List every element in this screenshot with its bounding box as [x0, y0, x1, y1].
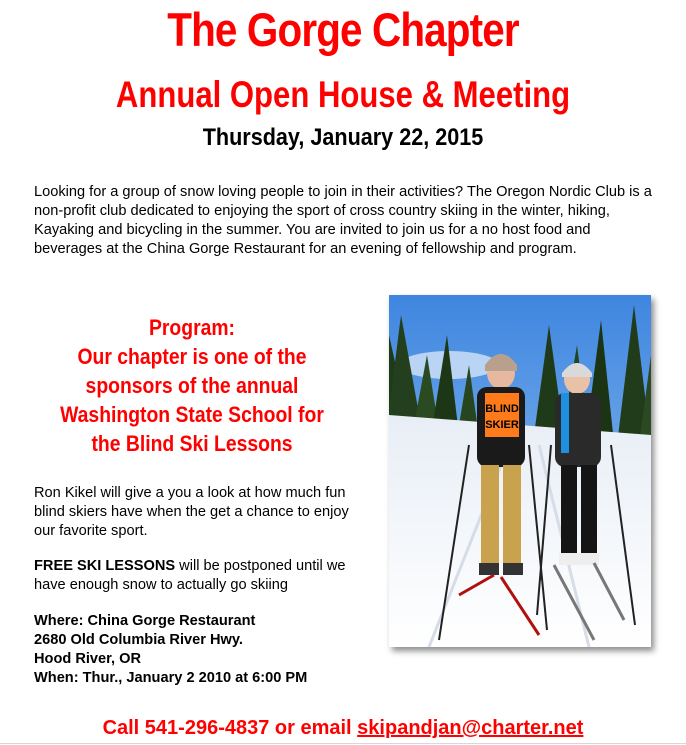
program-description: Ron Kikel will give a you a look at how much fun blind skiers have when the get a chance to enjoy our favorite sport. [34, 485, 349, 539]
program-line: Our chapter is one of the [77, 344, 307, 369]
event-location [34, 612, 374, 688]
page-title: The Gorge Chapter [167, 3, 519, 56]
program-line: sponsors of the annual [85, 373, 299, 398]
bib-text-1: BLIND [485, 403, 519, 415]
bib-text-2: SKIER [485, 419, 519, 431]
bottom-divider [0, 743, 686, 744]
location-street: 2680 Old Columbia River Hwy. [34, 632, 243, 648]
free-lessons-text: will be postponed until we have enough snow to actually go skiing [34, 558, 346, 593]
event-date: Thursday, January 22, 2015 [202, 124, 484, 151]
free-lessons-note [34, 557, 364, 595]
event-time: When: Thur., January 2 2010 at 6:00 PM [34, 670, 308, 686]
program-line: Program: [148, 315, 236, 340]
program-line: the Blind Ski Lessons [91, 431, 293, 456]
event-subtitle: Annual Open House & Meeting [115, 74, 571, 115]
intro-paragraph: Looking for a group of snow loving people to join in their activities? The Oregon Nordic Club is a non-profit club dedicated to enjoying the sport of cross country skiing in the winter, hiking, Kayaking and bicycling in the summer. You are invited to join us for a no host food and beverages at the China Gorge Restaurant for an evening of fellowship and program. [34, 184, 652, 257]
contact-line [0, 717, 686, 740]
free-lessons-label: FREE SKI LESSONS [34, 558, 176, 574]
contact-phone: Call 541-296-4837 or email [102, 717, 358, 739]
location-city: Hood River, OR [34, 651, 142, 667]
program-heading [46, 313, 338, 458]
contact-email-link[interactable]: skipandjan@charter.net [357, 717, 584, 739]
location-venue: Where: China Gorge Restaurant [34, 613, 256, 629]
program-line: Washington State School for [60, 402, 324, 427]
skiers-photo [389, 295, 651, 647]
